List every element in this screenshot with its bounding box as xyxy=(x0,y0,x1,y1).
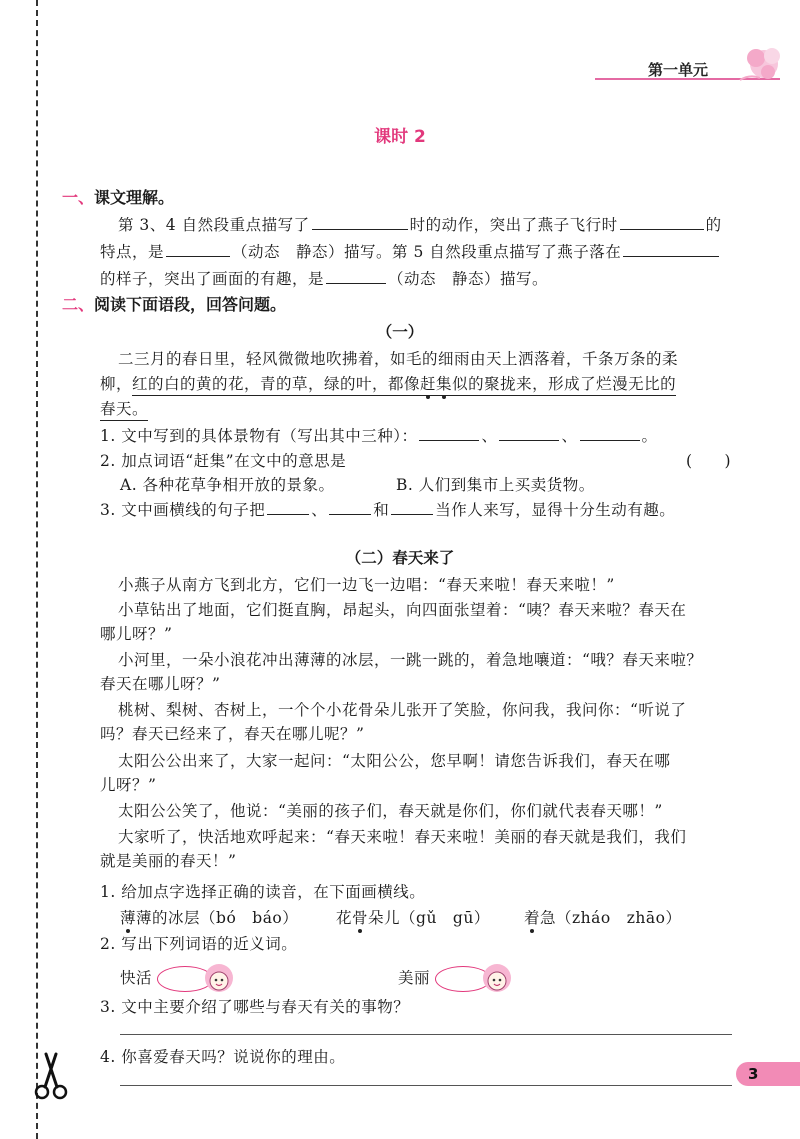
dotted-char: 着 xyxy=(524,909,541,927)
text-span: 、 xyxy=(561,427,578,445)
answer-line[interactable] xyxy=(120,1085,732,1086)
passage1-line3 xyxy=(100,397,148,419)
passage2-line: 春天在哪儿呀？” xyxy=(100,675,221,693)
lesson-title: 课时 2 xyxy=(374,127,426,147)
girl-face-icon xyxy=(203,962,235,996)
passage2-line: 吗？春天已经来了，春天在哪儿呢？” xyxy=(100,725,365,743)
passage1-line1: 二三月的春日里，轻风微微地吹拂着，如毛的细雨由天上洒落着，千条万条的柔 xyxy=(118,350,679,368)
passage1-q2: 2. 加点词语“赶集”在文中的意思是 xyxy=(100,452,347,470)
synonym-word: 快活 xyxy=(120,969,153,987)
blank[interactable] xyxy=(267,500,309,515)
section1-line3 xyxy=(100,267,548,289)
section2-title: 阅读下面语段，回答问题。 xyxy=(94,295,287,314)
cut-guide-line xyxy=(36,0,38,1139)
passage2-line: 太阳公公出来了，大家一起问：“太阳公公，您早啊！请您告诉我们，春天在哪 xyxy=(118,752,671,770)
text-span: 、 xyxy=(481,427,498,445)
answer-paren[interactable]: ( ) xyxy=(686,452,732,470)
text-span: 时的动作，突出了燕子飞行时 xyxy=(409,216,618,234)
underlined-sentence xyxy=(132,375,676,396)
passage2-q1: 1. 给加点字选择正确的读音，在下面画横线。 xyxy=(100,883,426,901)
blank[interactable] xyxy=(499,426,559,441)
passage1-title: （一） xyxy=(376,323,424,341)
text-span: （动态 静态）描写。 xyxy=(388,270,549,288)
passage2-line: 桃树、梨树、杏树上，一个个小花骨朵儿张开了笑脸，你问我，我问你：“听说了 xyxy=(118,701,687,719)
passage2-line: 小草钻出了地面，它们挺直胸，昂起头，向四面张望着：“咦？春天来啦？春天在 xyxy=(118,601,687,619)
passage2-q2: 2. 写出下列词语的近义词。 xyxy=(100,935,298,953)
passage2-line: 大家听了，快活地欢呼起来：“春天来啦！春天来啦！美丽的春天就是我们，我们 xyxy=(118,828,687,846)
blank[interactable] xyxy=(166,242,230,257)
text-span: 的样子，突出了画面的有趣，是 xyxy=(100,270,325,288)
passage2-line: 儿呀？” xyxy=(100,776,157,794)
answer-line[interactable] xyxy=(120,1034,732,1035)
section1-number: 一、 xyxy=(62,188,95,207)
passage2-line: 太阳公公笑了，他说：“美丽的孩子们，春天就是你们，你们就代表春天哪！” xyxy=(118,802,663,820)
synonym-item-2 xyxy=(398,962,513,996)
page-tab xyxy=(736,1062,800,1086)
passage2-q4: 4. 你喜爱春天吗？说说你的理由。 xyxy=(100,1048,346,1066)
text-span: 第 3、4 自然段重点描写了 xyxy=(118,216,310,234)
pinyin-item-2 xyxy=(336,906,490,928)
blank[interactable] xyxy=(326,269,386,284)
pinyin-item-3 xyxy=(524,906,681,928)
text-span: 。 xyxy=(641,427,658,445)
text-span: （动态 静态）描写。第 5 自然段重点描写了燕子落在 xyxy=(232,243,622,261)
text-span: 的 xyxy=(705,216,722,234)
text-span: 红的白的黄的花，青的草，绿的叶，都像 xyxy=(132,375,421,393)
text-span: 3. 文中画横线的句子把 xyxy=(100,501,266,519)
option-b[interactable]: B. 人们到集市上买卖货物。 xyxy=(396,476,595,494)
dotted-char: 赶 xyxy=(420,375,437,393)
text-span: 和 xyxy=(373,501,390,519)
text-span: 柳， xyxy=(100,375,133,393)
passage1-q1 xyxy=(100,424,658,446)
text-span[interactable]: 薄的冰层（bó báo） xyxy=(136,909,299,927)
text-span: 特点，是 xyxy=(100,243,165,261)
text-span: 当作人来写，显得十分生动有趣。 xyxy=(435,501,676,519)
blank[interactable] xyxy=(620,215,704,230)
section1-title: 课文理解。 xyxy=(94,188,175,207)
text-span: 花 xyxy=(336,909,353,927)
passage2-q3: 3. 文中主要介绍了哪些与春天有关的事物？ xyxy=(100,998,410,1016)
passage2-line: 小河里，一朵小浪花冲出薄薄的冰层，一跳一跳的，着急地嚷道：“哦？春天来啦？ xyxy=(118,651,703,669)
section1-line2 xyxy=(100,240,721,262)
blank[interactable] xyxy=(312,215,408,230)
synonym-item-1 xyxy=(120,962,235,996)
girl-face-icon xyxy=(481,962,513,996)
text-span: 似的聚拢来，形成了烂漫无比的 xyxy=(452,375,677,393)
pinyin-item-1 xyxy=(120,906,298,928)
passage2-title: （二）春天来了 xyxy=(345,549,455,567)
dotted-char: 骨 xyxy=(352,909,369,927)
unit-label: 第一单元 xyxy=(648,61,709,79)
text-span[interactable]: 急（zháo zhāo） xyxy=(540,909,682,927)
text-span: 1. 文中写到的具体景物有（写出其中三种）： xyxy=(100,427,418,445)
text-span: 、 xyxy=(311,501,328,519)
blank[interactable] xyxy=(329,500,371,515)
section2-heading xyxy=(62,292,286,315)
section1-line1 xyxy=(118,213,722,235)
dotted-char: 薄 xyxy=(120,909,137,927)
underlined-sentence: 春天。 xyxy=(100,400,148,421)
passage2-line: 小燕子从南方飞到北方，它们一边飞一边唱：“春天来啦！春天来啦！” xyxy=(118,576,615,594)
passage2-line: 就是美丽的春天！” xyxy=(100,852,237,870)
passage1-line2 xyxy=(100,372,676,394)
flower-icon xyxy=(720,44,790,90)
section1-heading xyxy=(62,185,174,208)
passage2-line: 哪儿呀？” xyxy=(100,625,173,643)
blank[interactable] xyxy=(419,426,479,441)
scissors-icon xyxy=(34,1050,70,1102)
text-span[interactable]: 朵儿（gǔ gū） xyxy=(368,909,490,927)
blank[interactable] xyxy=(391,500,433,515)
section2-number: 二、 xyxy=(62,295,95,314)
page-number: 3 xyxy=(748,1065,759,1083)
synonym-word: 美丽 xyxy=(398,969,431,987)
blank[interactable] xyxy=(623,242,719,257)
dotted-char: 集 xyxy=(436,375,453,393)
passage1-q3 xyxy=(100,498,675,520)
option-a[interactable]: A. 各种花草争相开放的景象。 xyxy=(120,476,335,494)
blank[interactable] xyxy=(580,426,640,441)
